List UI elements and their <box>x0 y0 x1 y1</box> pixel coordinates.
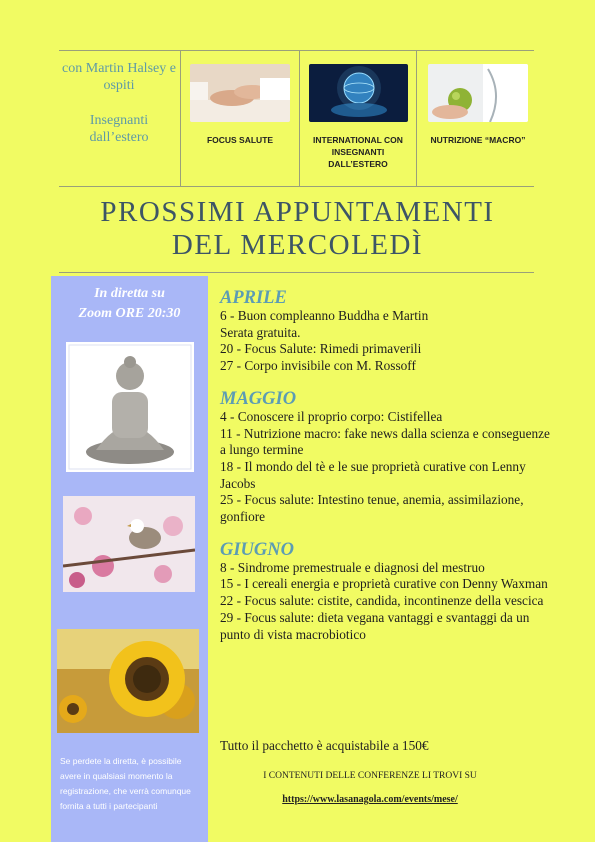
list-item: 22 - Focus salute: cistite, candida, incontinenze della vescica <box>220 593 544 609</box>
list-item: 11 - Nutrizione macro: fake news dalla scienza e conseguenze a lungo termine <box>220 425 550 458</box>
recording-note: Se perdete la diretta, è possibile avere in qualsiasi momento la registrazione, che verrà comunque fornita a tutti i partecipanti <box>60 756 191 811</box>
header-divider-3 <box>416 51 417 186</box>
intro-text <box>60 60 178 164</box>
month-heading: APRILE <box>220 288 287 308</box>
list-item: Serata gratuita. <box>220 324 301 340</box>
thumbnail-caption-3: NUTRIZIONE “MACRO” <box>430 135 526 145</box>
list-item: 29 - Focus salute: dieta vegana vantaggi e svantaggi da un punto di vista macrobiotico <box>220 609 530 642</box>
thumbnail-caption-2: INTERNATIONAL CON INSEGNANTI DALL’ESTERO <box>313 135 403 169</box>
title-bottom-rule <box>59 272 534 273</box>
globe-hands-photo <box>309 64 408 122</box>
footer-text: I CONTENUTI DELLE CONFERENZE LI TROVI SU <box>263 771 477 781</box>
month-heading: GIUGNO <box>220 539 294 560</box>
live-heading-line-2: Zoom ORE 20:30 <box>78 306 181 321</box>
list-item: 25 - Focus salute: Intestino tenue, anemia, assimilazione, gonfiore <box>220 492 524 525</box>
list-item: 4 - Conoscere il proprio corpo: Cistifellea <box>220 408 443 424</box>
list-item: 18 - Il mondo del tè e le sue proprietà curative con Lenny Jacobs <box>220 458 526 491</box>
header-bottom-rule <box>59 186 534 187</box>
month-section-may <box>220 389 550 526</box>
live-heading-line-1: In diretta su <box>94 286 165 301</box>
list-item: 15 - I cereali energia e proprietà curative con Denny Waxman <box>220 576 548 592</box>
intro-line-2: Insegnanti dall’estero <box>89 113 149 145</box>
header-divider-2 <box>299 51 300 186</box>
sidebar <box>51 276 208 842</box>
doctor-apple-photo <box>428 64 528 122</box>
buddha-statue-photo <box>66 342 194 472</box>
live-heading <box>51 284 208 324</box>
page-title <box>0 196 595 262</box>
list-item: 20 - Focus Salute: Rimedi primaverili <box>220 341 422 357</box>
month-section-june <box>220 540 550 644</box>
bird-blossom-photo <box>63 496 195 592</box>
events-link[interactable]: https://www.lasanagola.com/events/mese/ <box>282 794 458 805</box>
package-price: Tutto il pacchetto è acquistabile a 150€ <box>220 738 429 753</box>
list-item: 27 - Corpo invisibile con M. Rossoff <box>220 358 416 374</box>
schedule <box>220 288 550 657</box>
list-item: 8 - Sindrome premestruale e diagnosi del mestruo <box>220 559 485 575</box>
title-line-1: PROSSIMI APPUNTAMENTI <box>100 196 495 228</box>
sunflower-photo <box>57 629 199 733</box>
list-item: 6 - Buon compleanno Buddha e Martin <box>220 308 429 323</box>
thumbnail-caption-1: FOCUS SALUTE <box>206 135 274 145</box>
top-rule <box>59 50 534 51</box>
title-line-2: DEL MERCOLEDÌ <box>171 229 424 261</box>
intro-line-1: con Martin Halsey e ospiti <box>62 61 176 93</box>
hands-massage-photo <box>190 64 290 122</box>
header-divider-1 <box>180 51 181 186</box>
month-section-april <box>220 288 550 375</box>
month-heading: MAGGIO <box>220 388 297 409</box>
